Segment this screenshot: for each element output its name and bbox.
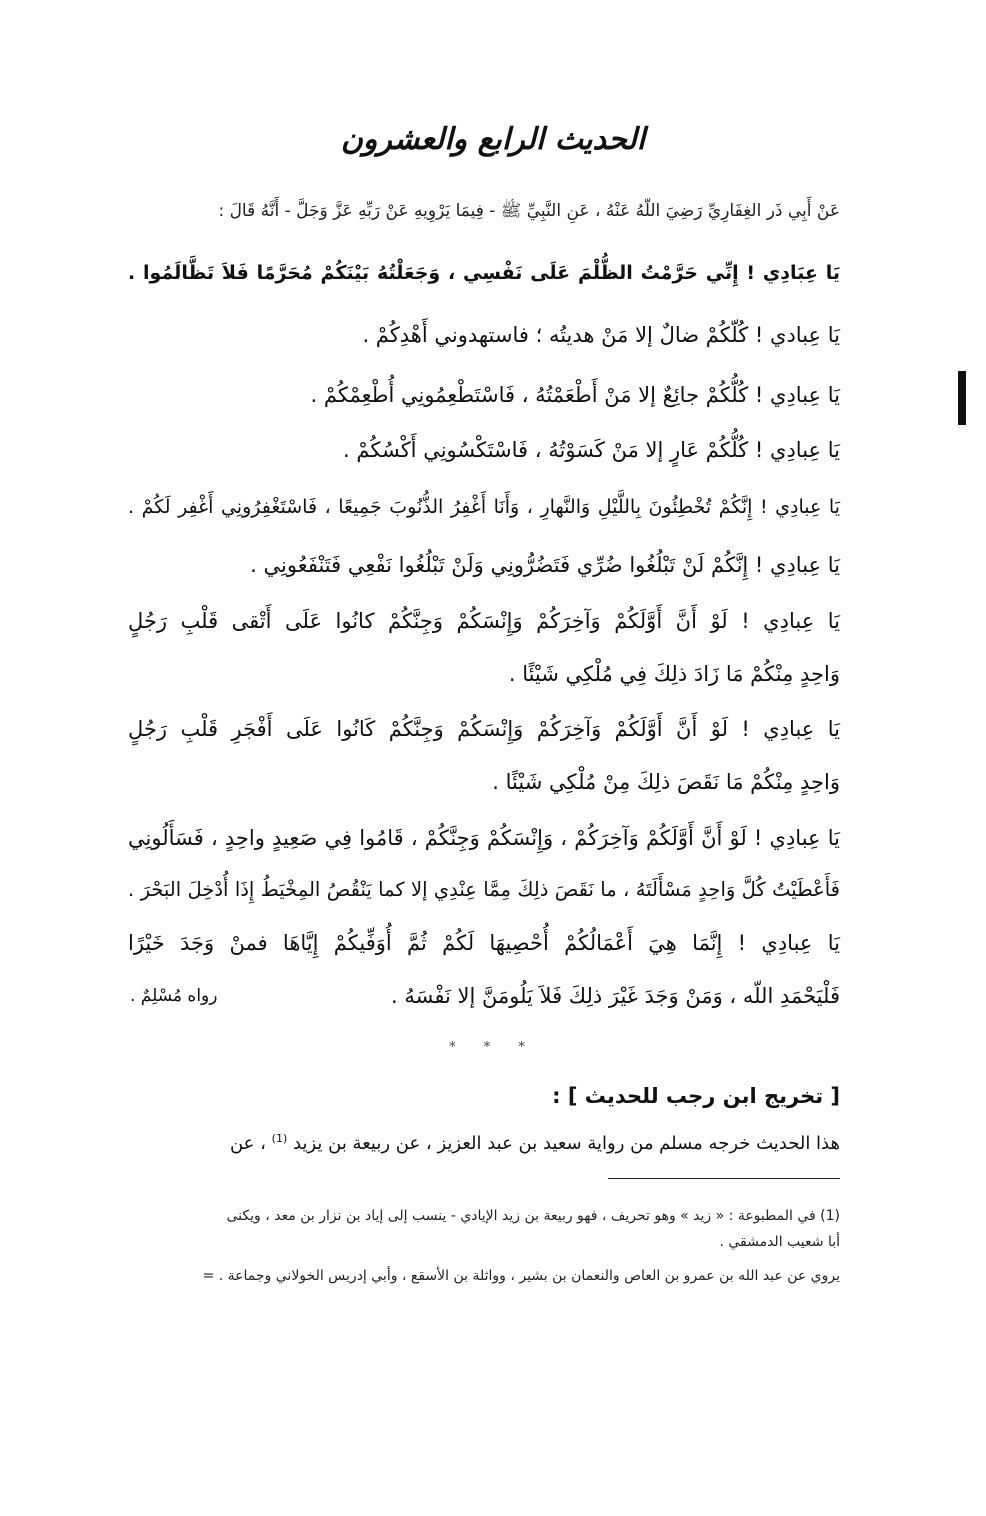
hadith-line: يَا عِبادِي ! كُلُّكُمْ جائِعٌ إلا مَنْ أَطْعَمْتُهُ ، فَاسْتَطْعِمُونِي أُطْعِمْكُمْ . (310, 383, 840, 407)
hadith-line: فَأَعْطَيْتُ كُلَّ وَاحِدٍ مَسْأَلَتَهُ ، ما نَقَصَ ذلِكَ مِمَّا عِنْدِي إلا كما يَنْقُصُ المِخْيَطُ إِذَا أُدْخِلَ البَحْرَ . (128, 878, 840, 901)
footnote-line: يروي عن عبد الله بن عمرو بن العاص والنعمان بن بشير ، وواثلة بن الأسقع ، وأبي إدريس الخولاني وجماعة . = (202, 1268, 840, 1284)
footnote-reference: (1) (271, 1132, 288, 1145)
hadith-line: يَا عِبادِي ! إِنَّكُمْ لَنْ تَبْلُغُوا ضُرِّي فَتَضُرُّونِي وَلَنْ تَبْلُغُوا نَفْعِي فَتَنْفَعُونِي . (250, 553, 840, 577)
hadith-line: وَاحِدٍ مِنْكُمْ مَا زَادَ ذلِكَ فِي مُلْكِي شَيْئًا . (508, 662, 840, 686)
footnote-line: أبا شعيب الدمشقي . (719, 1234, 840, 1250)
body-text-end: ، عن (229, 1133, 266, 1154)
footnote-line: (1) في المطبوعة : « زيد » وهو تحريف ، فهو ربيعة بن زيد الإيادي - ينسب إلى إياد بن نزار بن معد ، ويكنى (226, 1208, 840, 1224)
hadith-line: يَا عِبادِي ! لَوْ أَنَّ أَوَّلَكُمْ وَآخِرَكُمْ وَإِنْسَكُمْ وَجِنَّكُمْ كَانُوا عَلَى أَفْجَرِ قَلْبِ رَجُلٍ (128, 717, 840, 741)
hadith-line: يَا عِبادِي ! لَوْ أَنَّ أَوَّلَكُمْ وَآخِرَكُمْ وَإِنْسَكُمْ وَجِنَّكُمْ كانُوا عَلَى أَتْقى قَلْبِ رَجُلٍ (128, 609, 840, 633)
hadith-text (128, 0, 840, 1040)
footnote-divider (608, 1178, 840, 1179)
hadith-intro: عَنْ أَبِي ذَر الغِفَارِيِّ رَضِيَ اللّهُ عَنْهُ ، عَنِ النَّبِيِّ ﷺ - فِيمَا يَرْوِيهِ عَنْ رَبِّهِ عَزَّ وَجَلَّ - أَنَّهُ قَالَ : (218, 201, 840, 221)
hadith-line: يَا عِبادِي ! إِنَّكُمْ تُخْطِئُونَ بِاللَّيْلِ وَالنَّهارِ ، وَأَنَا أَغْفِرُ الذُّنُوبَ جَمِيعًا ، فَاسْتَغْفِرُونِي أَغْفِر لَكُمْ . (128, 496, 840, 518)
body-paragraph (230, 1132, 840, 1154)
hadith-line: يَا عِبادي ! كُلّكُمْ ضالٌ إلا مَنْ هديتُه ؛ فاستهدوني أَهْدِكُمْ . (362, 323, 840, 347)
section-separator: * * * (449, 1040, 537, 1055)
page-title: الحديث الرابع والعشرون (340, 122, 646, 157)
body-text: هذا الحديث خرجه مسلم من رواية سعيد بن عبد العزيز ، عن ربيعة بن يزيد (293, 1133, 840, 1154)
hadith-line: يَا عِبادِي ! إِنَّمَا هِيَ أَعْمَالُكُمْ أُحْصِيهَا لَكُمْ ثُمَّ أُوَفِّيكُمْ إِيَّاهَا فمنْ وَجَدَ خَيْرًا (128, 931, 840, 955)
hadith-line: يَا عِبَادِي ! إِنِّي حَرَّمْتُ الظُّلْمَ عَلَى نَفْسِي ، وَجَعَلْتُهُ بَيْنَكُمْ مُحَرَّمًا فَلاَ تَظَّالَمُوا . (128, 262, 840, 284)
narration-source: رواه مُسْلِمٌ . (130, 986, 218, 1006)
section-heading: [ تخريج ابن رجب للحديث ] : (552, 1084, 840, 1108)
margin-mark (958, 371, 966, 425)
hadith-line: وَاحِدٍ مِنْكُمْ مَا نَقَصَ ذلِكَ مِنْ مُلْكِي شَيْئًا . (492, 770, 840, 794)
hadith-line: يَا عِبادِي ! كُلُّكُمْ عَارٍ إلا مَنْ كَسَوْتُهُ ، فَاسْتَكْسُونِي أَكْسُكُمْ . (343, 438, 840, 462)
hadith-line: فَلْيَحْمَدِ اللّه ، وَمَنْ وَجَدَ غَيْرَ ذلِكَ فَلاَ يَلُومَنَّ إلا نَفْسَهُ . (391, 984, 840, 1008)
hadith-line: يَا عِبادِي ! لَوْ أَنَّ أَوَّلَكُمْ وَآخِرَكُمْ ، وَإِنْسَكُمْ وَجِنَّكُمْ ، قَامُوا فِي صَعِيدٍ واحِدٍ ، فَسَأَلُونِي (128, 826, 840, 850)
